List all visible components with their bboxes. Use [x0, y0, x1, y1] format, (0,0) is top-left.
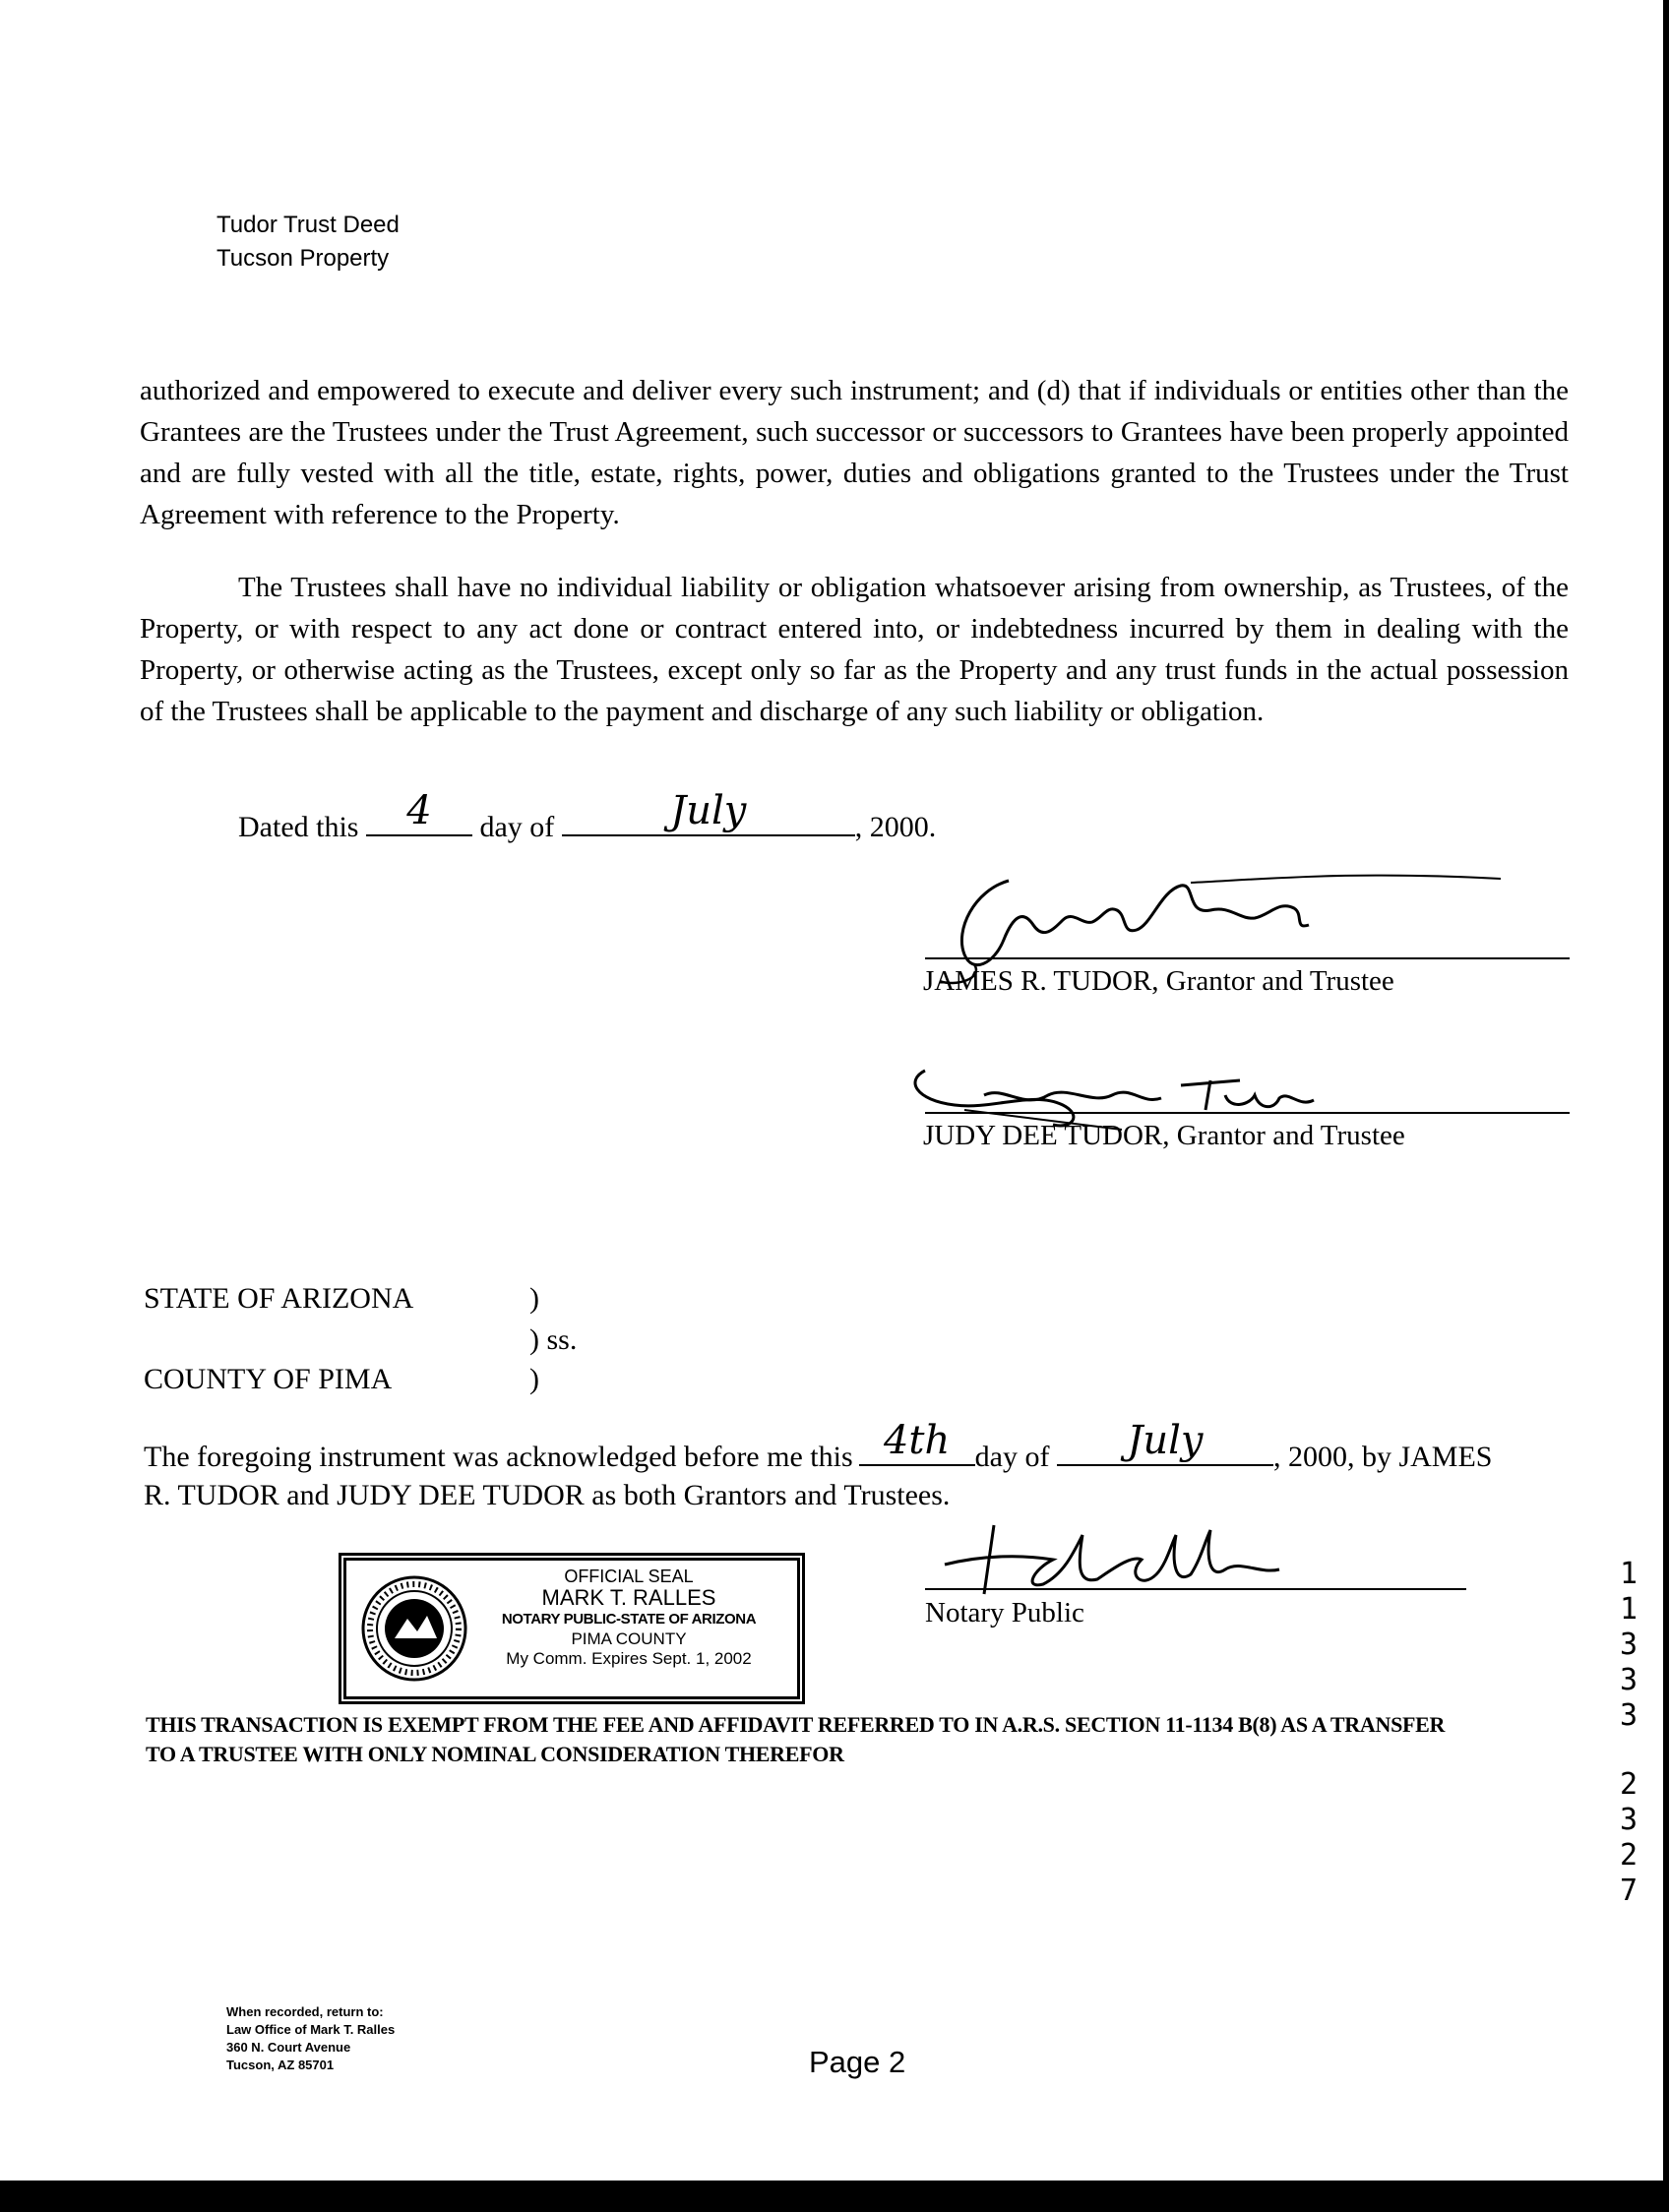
return-to-line-4: Tucson, AZ 85701: [226, 2058, 335, 2072]
header-title: Tudor Trust Deed: [216, 212, 400, 238]
document-header: [216, 209, 400, 276]
body-paragraph-1: authorized and empowered to execute and deliver every such instrument; and (d) that if individuals or entities other than the Grantees are the Trustees under the Trust Agreement, such successor or successors to Grantees have been properly appointed and are fully vested with all the title, estate, rights, power, duties and obligations granted to the Trustees under the Trust Agreement with reference to the Property.: [140, 375, 1569, 530]
recording-digit: 3: [1619, 1803, 1638, 1837]
return-to-address: [226, 2003, 395, 2074]
page-number: Page 2: [809, 2045, 906, 2079]
exempt-line-1: THIS TRANSACTION IS EXEMPT FROM THE FEE AND AFFIDAVIT REFERRED TO IN A.R.S. SECTION 11-1134 B(8) AS A TRANSFER: [146, 1712, 1446, 1737]
dated-day-handwriting: 4: [406, 788, 432, 833]
recording-digit: 3: [1619, 1628, 1638, 1662]
ack-day-blank: [859, 1418, 975, 1466]
recording-digit: 1: [1619, 1592, 1638, 1627]
recording-digit: 3: [1619, 1663, 1638, 1697]
dated-suffix: , 2000.: [854, 811, 937, 843]
signature-caption-1: JAMES R. TUDOR, Grantor and Trustee: [923, 965, 1394, 997]
seal-line-4: PIMA COUNTY: [571, 1629, 687, 1648]
dated-line: [238, 788, 937, 845]
recording-digit: 3: [1619, 1698, 1638, 1733]
seal-line-3: NOTARY PUBLIC-STATE OF ARIZONA: [501, 1611, 757, 1628]
seal-line-1: OFFICIAL SEAL: [564, 1567, 694, 1586]
dated-day-blank: [366, 788, 472, 836]
dated-month-handwriting: July: [670, 788, 747, 833]
state-seal-emblem: [360, 1574, 468, 1683]
venue-state: STATE OF ARIZONA: [144, 1282, 414, 1315]
return-to-line-3: 360 N. Court Avenue: [226, 2040, 351, 2055]
dated-prefix: Dated this: [238, 811, 359, 843]
ack-day-handwriting: 4th: [883, 1418, 951, 1463]
ack-month-handwriting: July: [1127, 1418, 1204, 1463]
body-paragraph-2-text: The Trustees shall have no individual liability or obligation whatsoever arising from ownership, as Trustees, of the Property, or with respect to any act done or contract entered into, or indebtedness incurred by them in dealing with the Property, or otherwise acting as the Trustees, except only so far as the Property and any trust funds in the actual possession of the Trustees shall be applicable to the payment and discharge of any such liability or obligation.: [140, 572, 1569, 727]
ack-suffix: , 2000, by JAMES: [1272, 1441, 1493, 1473]
venue-paren-2: ): [529, 1363, 539, 1395]
acknowledgment-line-1: [144, 1418, 1493, 1475]
exempt-line-2: TO A TRUSTEE WITH ONLY NOMINAL CONSIDERATION THEREFOR: [146, 1742, 844, 1766]
venue-paren-1: ): [529, 1282, 539, 1315]
venue-ss: ) ss.: [529, 1323, 578, 1356]
scan-edge-bottom: [0, 2181, 1669, 2212]
exempt-notice: [146, 1710, 1445, 1769]
acknowledgment-line-2: R. TUDOR and JUDY DEE TUDOR as both Grantors and Trustees.: [144, 1479, 951, 1511]
seal-line-2: MARK T. RALLES: [541, 1585, 716, 1610]
notary-caption: Notary Public: [925, 1597, 1084, 1628]
seal-line-5: My Comm. Expires Sept. 1, 2002: [506, 1649, 752, 1668]
signature-line-1: [925, 957, 1570, 959]
return-to-line-2: Law Office of Mark T. Ralles: [226, 2022, 396, 2037]
venue-county: COUNTY OF PIMA: [144, 1363, 393, 1395]
seal-text: [472, 1567, 785, 1669]
signature-caption-2: JUDY DEE TUDOR, Grantor and Trustee: [923, 1120, 1405, 1151]
notary-signature-line: [925, 1588, 1466, 1590]
recording-digit: 2: [1619, 1767, 1638, 1802]
ack-month-blank: [1057, 1418, 1273, 1466]
notary-seal: [339, 1553, 805, 1704]
signature-line-2: [925, 1112, 1570, 1114]
recording-number-stamp: [1614, 1557, 1643, 1909]
dated-middle: day of: [479, 811, 555, 843]
recording-digit: 1: [1619, 1557, 1638, 1591]
ack-middle: day of: [974, 1441, 1050, 1473]
recording-digit: 7: [1619, 1874, 1638, 1908]
ack-prefix: The foregoing instrument was acknowledged before me this: [144, 1441, 853, 1473]
recording-digit: 2: [1619, 1838, 1638, 1873]
body-paragraph-2: [140, 567, 1569, 732]
dated-month-blank: [562, 788, 855, 836]
header-subtitle: Tucson Property: [216, 245, 390, 272]
return-to-line-1: When recorded, return to:: [226, 2004, 384, 2019]
scan-edge-right: [1663, 0, 1669, 2212]
